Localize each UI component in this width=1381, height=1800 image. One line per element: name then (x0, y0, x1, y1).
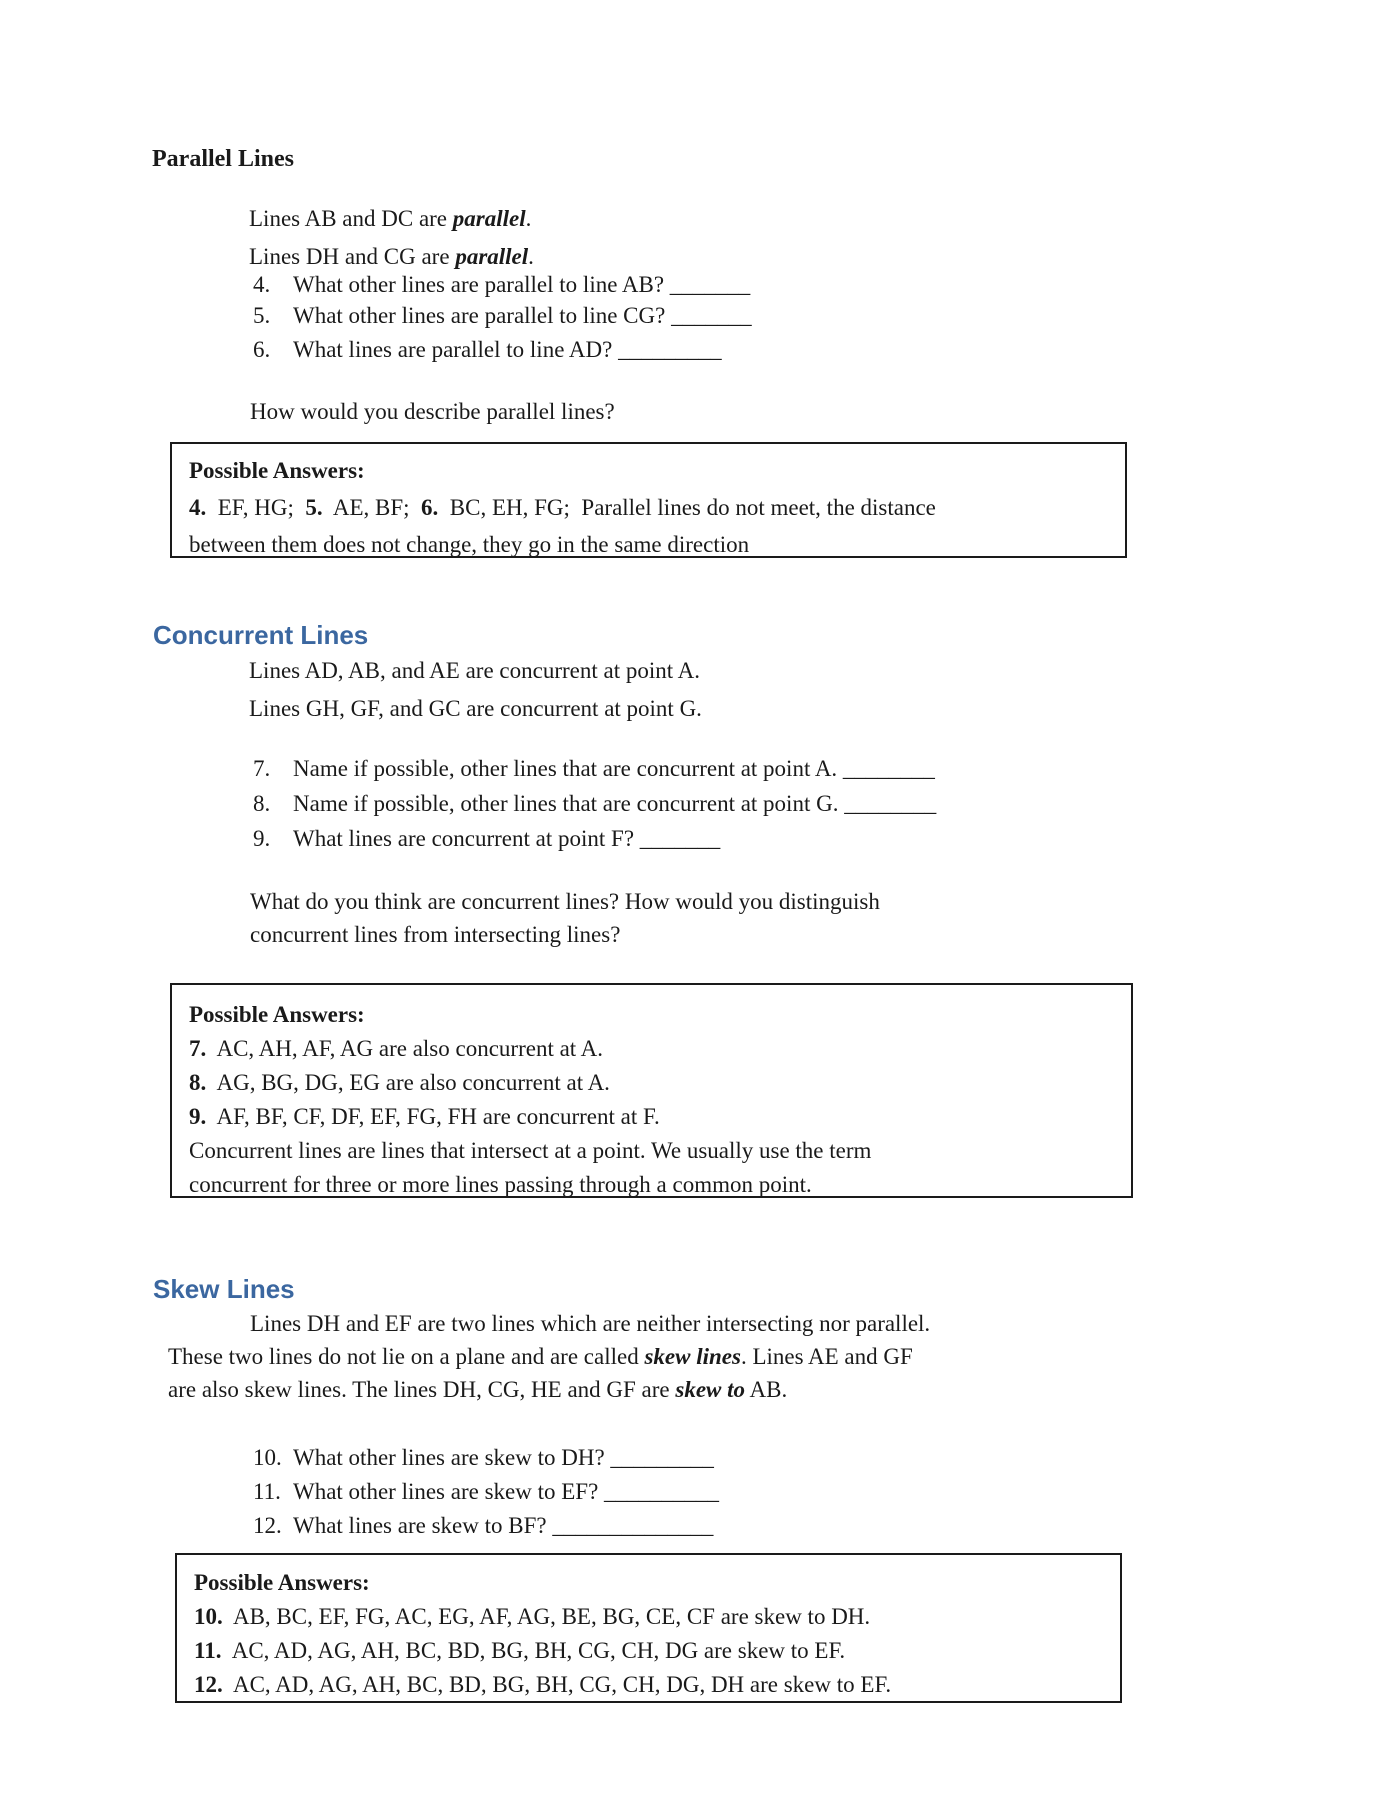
question-item-4 (253, 271, 750, 298)
possible-answers-title: Possible Answers: (189, 1002, 365, 1027)
concurrent-intro-line-2: Lines GH, GF, and GC are concurrent at point G. (249, 696, 702, 721)
possible-answers-box-skew (175, 1553, 1122, 1703)
answer-number: 8. (189, 1070, 207, 1095)
concurrent-intro-line-1: Lines AD, AB, and AE are concurrent at point A. (249, 658, 700, 683)
parallel-intro-line-2 (249, 243, 534, 270)
answer-number: 10. (194, 1604, 223, 1629)
answer-item-7 (189, 1032, 1131, 1066)
question-number: 11. (253, 1479, 281, 1504)
answer-number: 6. (421, 495, 439, 520)
concurrent-question-line-2: concurrent lines from intersecting lines? (250, 922, 621, 947)
answer-text: AB, BC, EF, FG, AC, EG, AF, AG, BE, BG, CE, CF are skew to DH. (222, 1604, 871, 1629)
answer-text: AC, AH, AF, AG are also concurrent at A. (206, 1036, 604, 1061)
answer-text: EF, HG; (206, 495, 306, 520)
text-run: Lines DH and CG are (249, 244, 456, 269)
question-item-5 (253, 302, 752, 329)
concurrent-lines-heading: Concurrent Lines (153, 620, 369, 650)
concurrent-question-line-1: What do you think are concurrent lines? How would you distinguish (250, 889, 880, 914)
question-number: 7. (253, 756, 271, 781)
possible-answers-box-parallel (170, 442, 1127, 558)
text-run: These two lines do not lie on a plane and are called (168, 1344, 645, 1369)
answer-text: AC, AD, AG, AH, BC, BD, BG, BH, CG, CH, DG, DH are skew to EF. (222, 1672, 892, 1697)
answer-text: AC, AD, AG, AH, BC, BD, BG, BH, CG, CH, DG are skew to EF. (221, 1638, 846, 1663)
parallel-lines-heading: Parallel Lines (152, 146, 294, 172)
question-text: Name if possible, other lines that are concurrent at point A. ________ (293, 756, 935, 781)
answer-text: BC, EH, FG; Parallel lines do not meet, the distance (438, 495, 936, 520)
question-text: What lines are parallel to line AD? _________ (293, 337, 722, 362)
emphasis-skew-lines: skew lines (644, 1344, 741, 1369)
text-run: . (525, 206, 532, 231)
parallel-question: How would you describe parallel lines? (250, 399, 615, 424)
emphasis-parallel: parallel (455, 244, 529, 269)
question-text: Name if possible, other lines that are concurrent at point G. ________ (293, 791, 937, 816)
question-number: 8. (253, 791, 271, 816)
question-item-7 (253, 755, 935, 782)
question-text: What lines are skew to BF? ______________ (293, 1513, 714, 1538)
answer-item-10 (194, 1600, 1120, 1634)
text-run: AB. (745, 1377, 788, 1402)
text-run: Lines AB and DC are (249, 206, 453, 231)
question-number: 12. (253, 1513, 282, 1538)
question-text: What other lines are skew to DH? _________ (293, 1445, 714, 1470)
answer-text: AF, BF, CF, DF, EF, FG, FH are concurrent at F. (206, 1104, 660, 1129)
question-text: What lines are concurrent at point F? _______ (293, 826, 721, 851)
answer-item-8 (189, 1066, 1131, 1100)
answer-note-line-2: concurrent for three or more lines passing through a common point. (189, 1172, 812, 1197)
answer-number: 4. (189, 495, 207, 520)
answer-text: AG, BG, DG, EG are also concurrent at A. (206, 1070, 610, 1095)
question-number: 10. (253, 1445, 282, 1470)
answer-number: 9. (189, 1104, 207, 1129)
question-item-8 (253, 790, 936, 817)
question-text: What other lines are skew to EF? __________ (293, 1479, 720, 1504)
question-text: What other lines are parallel to line AB? _______ (293, 272, 751, 297)
parallel-intro-line-1 (249, 205, 531, 232)
answer-note-line-1: Concurrent lines are lines that intersect at a point. We usually use the term (189, 1138, 872, 1163)
question-item-6 (253, 336, 722, 363)
answer-number: 12. (194, 1672, 223, 1697)
question-item-10 (253, 1444, 714, 1471)
possible-answers-title: Possible Answers: (189, 458, 365, 483)
text-run: . Lines AE and GF (740, 1344, 913, 1369)
answer-number: 7. (189, 1036, 207, 1061)
answer-item-12 (194, 1668, 1120, 1702)
possible-answers-box-concurrent (170, 983, 1133, 1198)
emphasis-skew-to: skew to (675, 1377, 746, 1402)
question-item-11 (253, 1478, 719, 1505)
text-run: are also skew lines. The lines DH, CG, HE and GF are (168, 1377, 676, 1402)
answer-number: 11. (194, 1638, 222, 1663)
answer-item-9 (189, 1100, 1131, 1134)
answer-text: AE, BF; (322, 495, 422, 520)
question-number: 9. (253, 826, 271, 851)
answers-line-1 (189, 489, 1125, 526)
possible-answers-title: Possible Answers: (194, 1570, 370, 1595)
text-run: . (528, 244, 534, 269)
question-item-9 (253, 825, 720, 852)
emphasis-parallel: parallel (452, 206, 526, 231)
answers-line-2: between them does not change, they go in the same direction (189, 532, 750, 557)
answer-number: 5. (305, 495, 323, 520)
question-number: 5. (253, 303, 271, 328)
skew-para-line-1: Lines DH and EF are two lines which are neither intersecting nor parallel. (250, 1311, 931, 1336)
question-text: What other lines are parallel to line CG? _______ (293, 303, 752, 328)
question-item-12 (253, 1512, 713, 1539)
skew-para-line-2 (168, 1343, 913, 1370)
question-number: 6. (253, 337, 271, 362)
question-number: 4. (253, 272, 271, 297)
skew-lines-heading: Skew Lines (153, 1274, 295, 1304)
answer-item-11 (194, 1634, 1120, 1668)
skew-para-line-3 (168, 1376, 787, 1403)
